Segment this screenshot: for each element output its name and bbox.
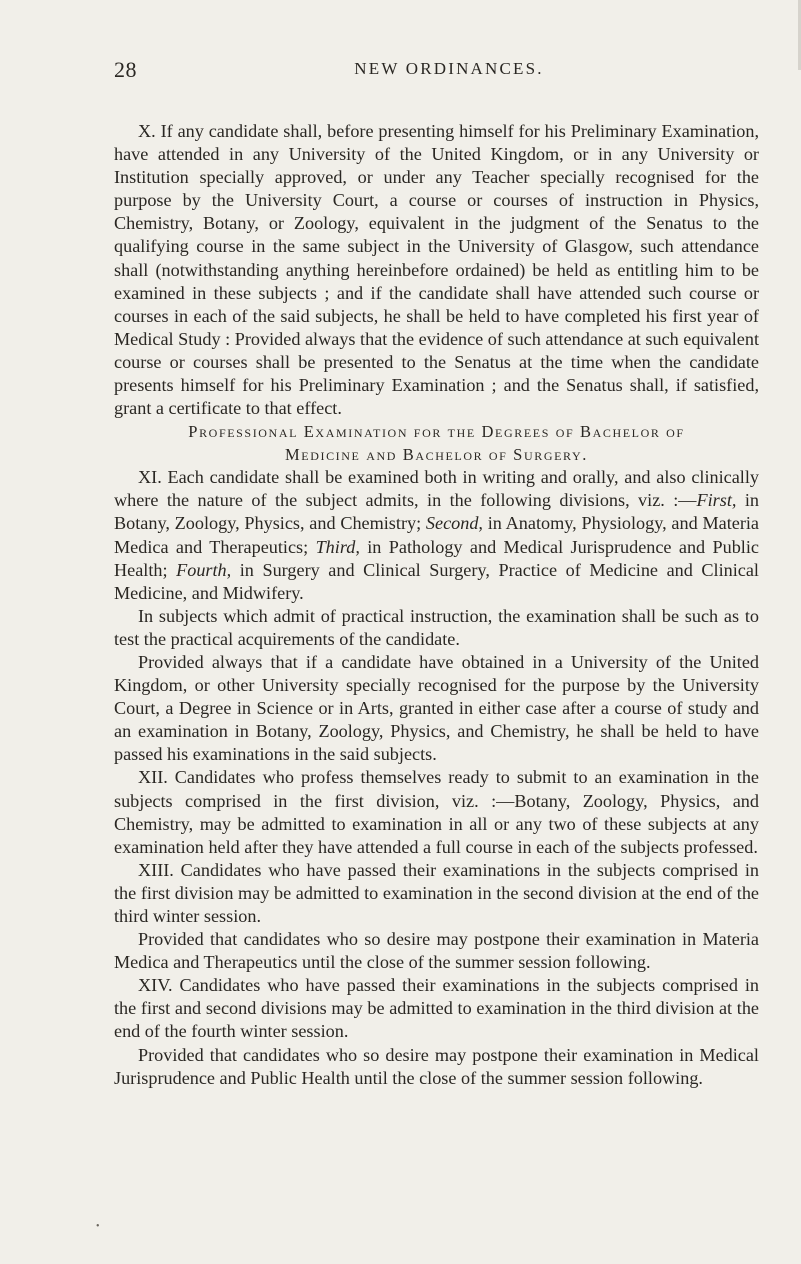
division-first-text: in Botany, Zoology, Physics, and Chemistry; <box>114 490 759 534</box>
paragraph-x <box>114 120 759 420</box>
running-title: NEW ORDINANCES. <box>354 59 544 78</box>
paragraph-xi-intro: XI. Each candidate shall be examined both in writing and orally, and also clinically where the nature of the subject admits, in the following divisions, viz. :— <box>114 467 759 511</box>
paragraph-x-proviso: Provided always that the evidence of such attendance at such equivalent course or courses shall be presented to the Senatus at the time when the candidate presents himself for his Preliminary Examination ; and the Senatus shall, if satisfied, grant a certificate to that effect. <box>114 328 760 419</box>
division-fourth-label: Fourth, <box>176 559 232 580</box>
paragraph-xiii: XIII. Candidates who have passed their examinations in the subjects comprised in the first division may be admitted to examination in the second division at the end of the third winter session. <box>114 859 759 926</box>
section-heading <box>114 420 759 466</box>
section-heading-line-2: Medicine and Bachelor of Surgery. <box>285 445 588 465</box>
paragraph-xiv: XIV. Candidates who have passed their examinations in the subjects comprised in the first and second divisions may be admitted to examination in the third division at the end of the fourth winter session. <box>114 975 759 1042</box>
margin-dot: • <box>96 1221 100 1232</box>
body-text <box>114 120 759 1090</box>
division-third-label: Third, <box>315 536 360 557</box>
running-head <box>114 57 754 85</box>
paragraph-xiii-proviso: Provided that candidates who so desire may postpone their examination in Materia Medica and Therapeutics until the close of the summer session following. <box>114 929 759 973</box>
paragraph-xii: XII. Candidates who profess themselves ready to submit to an examination in the subjects comprised in the first division, viz. :—Botany, Zoology, Physics, and Chemistry, may be admitted to examination in all or any two of these subjects at any examination held after they have attended a full course in each of the subjects professed. <box>114 767 759 857</box>
section-heading-line-1: Professional Examination for the Degrees of Bachelor of <box>188 422 685 442</box>
paragraph-x-text: X. If any candidate shall, before presenting himself for his Preliminary Examination, have attended in any University of the United Kingdom, or in any University or Institution specially approved, or under any Teacher specially recognised for the purpose by the University Court, a course or courses of instruction in Physics, Chemistry, Botany, or Zoology, equivalent in the judgment of the Senatus to the qualifying course in the same subject in the University of Glasgow, such attendance shall (notwithstanding anything hereinbefore ordained) be held as entitling him to be examined in these subjects ; and if the candidate shall have attended such course or courses in each of the said subjects, he shall be held to have completed his first year of Medical Study : <box>114 121 759 349</box>
division-second-text: in Anatomy, Physiology, and Materia Medica and Therapeutics; <box>114 513 759 557</box>
division-third-text: in Pathology and Medical Jurisprudence and Public Health; <box>114 536 759 580</box>
paragraph-xiv-proviso: Provided that candidates who so desire may postpone their examination in Medical Jurisprudence and Public Health until the close of the summer session following. <box>114 1044 759 1088</box>
paragraph-xi-practical: In subjects which admit of practical instruction, the examination shall be such as to test the practical acquirements of the candidate. <box>114 605 759 649</box>
division-fourth-text: in Surgery and Clinical Surgery, Practice of Medicine and Clinical Medicine, and Midwifery. <box>114 559 759 603</box>
division-second-label: Second, <box>425 513 483 534</box>
division-first-label: First, <box>696 490 737 511</box>
page-number: 28 <box>114 57 137 82</box>
paragraph-xi-proviso: Provided always that if a candidate have obtained in a University of the United Kingdom, or other University specially recognised for the purpose by the University Court, a Degree in Science or in Arts, granted in either case after a course of study and an examination in Botany, Zoology, Physics, and Chemistry, he shall be held to have passed his examinations in the said subjects. <box>114 651 759 765</box>
paragraph-xi <box>114 466 759 605</box>
